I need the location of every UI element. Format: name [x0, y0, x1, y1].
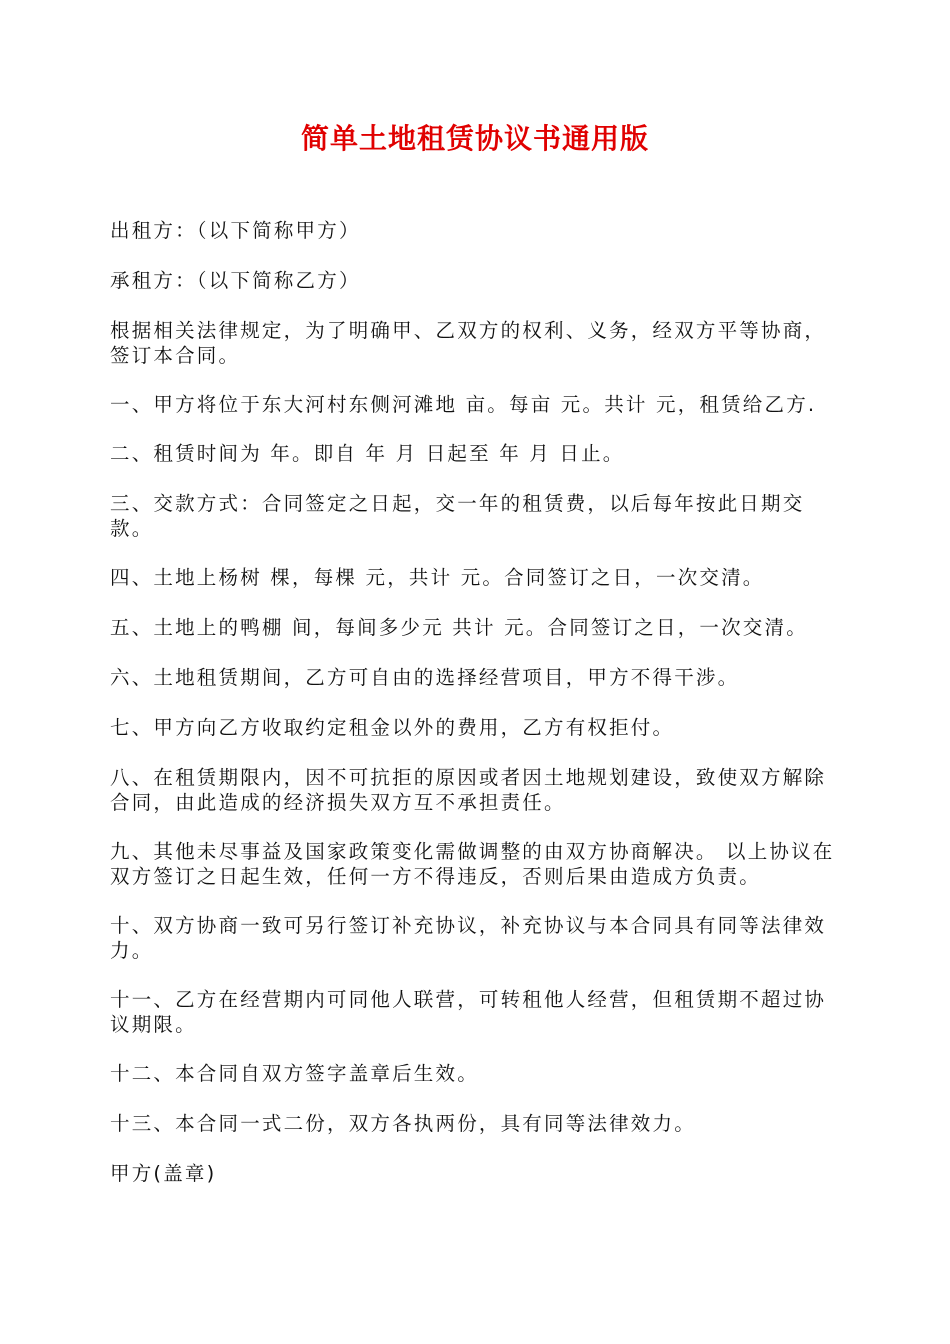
document-title: 简单土地租赁协议书通用版: [300, 122, 649, 155]
clause-4: 四、土地上杨树 棵，每棵 元，共计 元。合同签订之日，一次交清。: [110, 566, 765, 589]
clause-7: 七、甲方向乙方收取约定租金以外的费用，乙方有权拒付。: [110, 716, 675, 739]
clause-2: 二、租赁时间为 年。即自 年 月 日起至 年 月 日止。: [110, 442, 625, 465]
clause-13: 十三、本合同一式二份，双方各执两份，具有同等法律效力。: [110, 1112, 696, 1135]
clause-9: 九、其他未尽事益及国家政策变化需做调整的由双方协商解决。 以上协议在双方签订之日起生效，任何一方不得违反，否则后果由造成方负责。: [110, 840, 835, 888]
clause-3: 三、交款方式：合同签定之日起，交一年的租赁费，以后每年按此日期交款。: [110, 492, 805, 540]
clause-8: 八、在租赁期限内，因不可抗拒的原因或者因土地规划建设，致使双方解除合同，由此造成的经济损失双方互不承担责任。: [110, 766, 827, 814]
party-a-seal-line: 甲方(盖章): [110, 1162, 217, 1185]
lessor-line: 出租方：（以下简称甲方）: [110, 219, 361, 242]
clause-6: 六、土地租赁期间，乙方可自由的选择经营项目，甲方不得干涉。: [110, 666, 740, 689]
clause-1: 一、甲方将位于东大河村东侧河滩地 亩。每亩 元。共计 元，租赁给乙方.: [110, 393, 817, 416]
clause-12: 十二、本合同自双方签字盖章后生效。: [110, 1062, 479, 1085]
lessee-line: 承租方：（以下简称乙方）: [110, 269, 361, 292]
clause-10: 十、双方协商一致可另行签订补充协议，补充协议与本合同具有同等法律效力。: [110, 914, 827, 962]
clause-5: 五、土地上的鸭棚 间，每间多少元 共计 元。合同签订之日，一次交清。: [110, 616, 808, 639]
preamble-paragraph: 根据相关法律规定，为了明确甲、乙双方的权利、义务，经双方平等协商，签订本合同。: [110, 319, 827, 367]
document-body: [110, 218, 845, 1211]
clause-11: 十一、乙方在经营期内可同他人联营，可转租他人经营，但租赁期不超过协议期限。: [110, 988, 827, 1036]
